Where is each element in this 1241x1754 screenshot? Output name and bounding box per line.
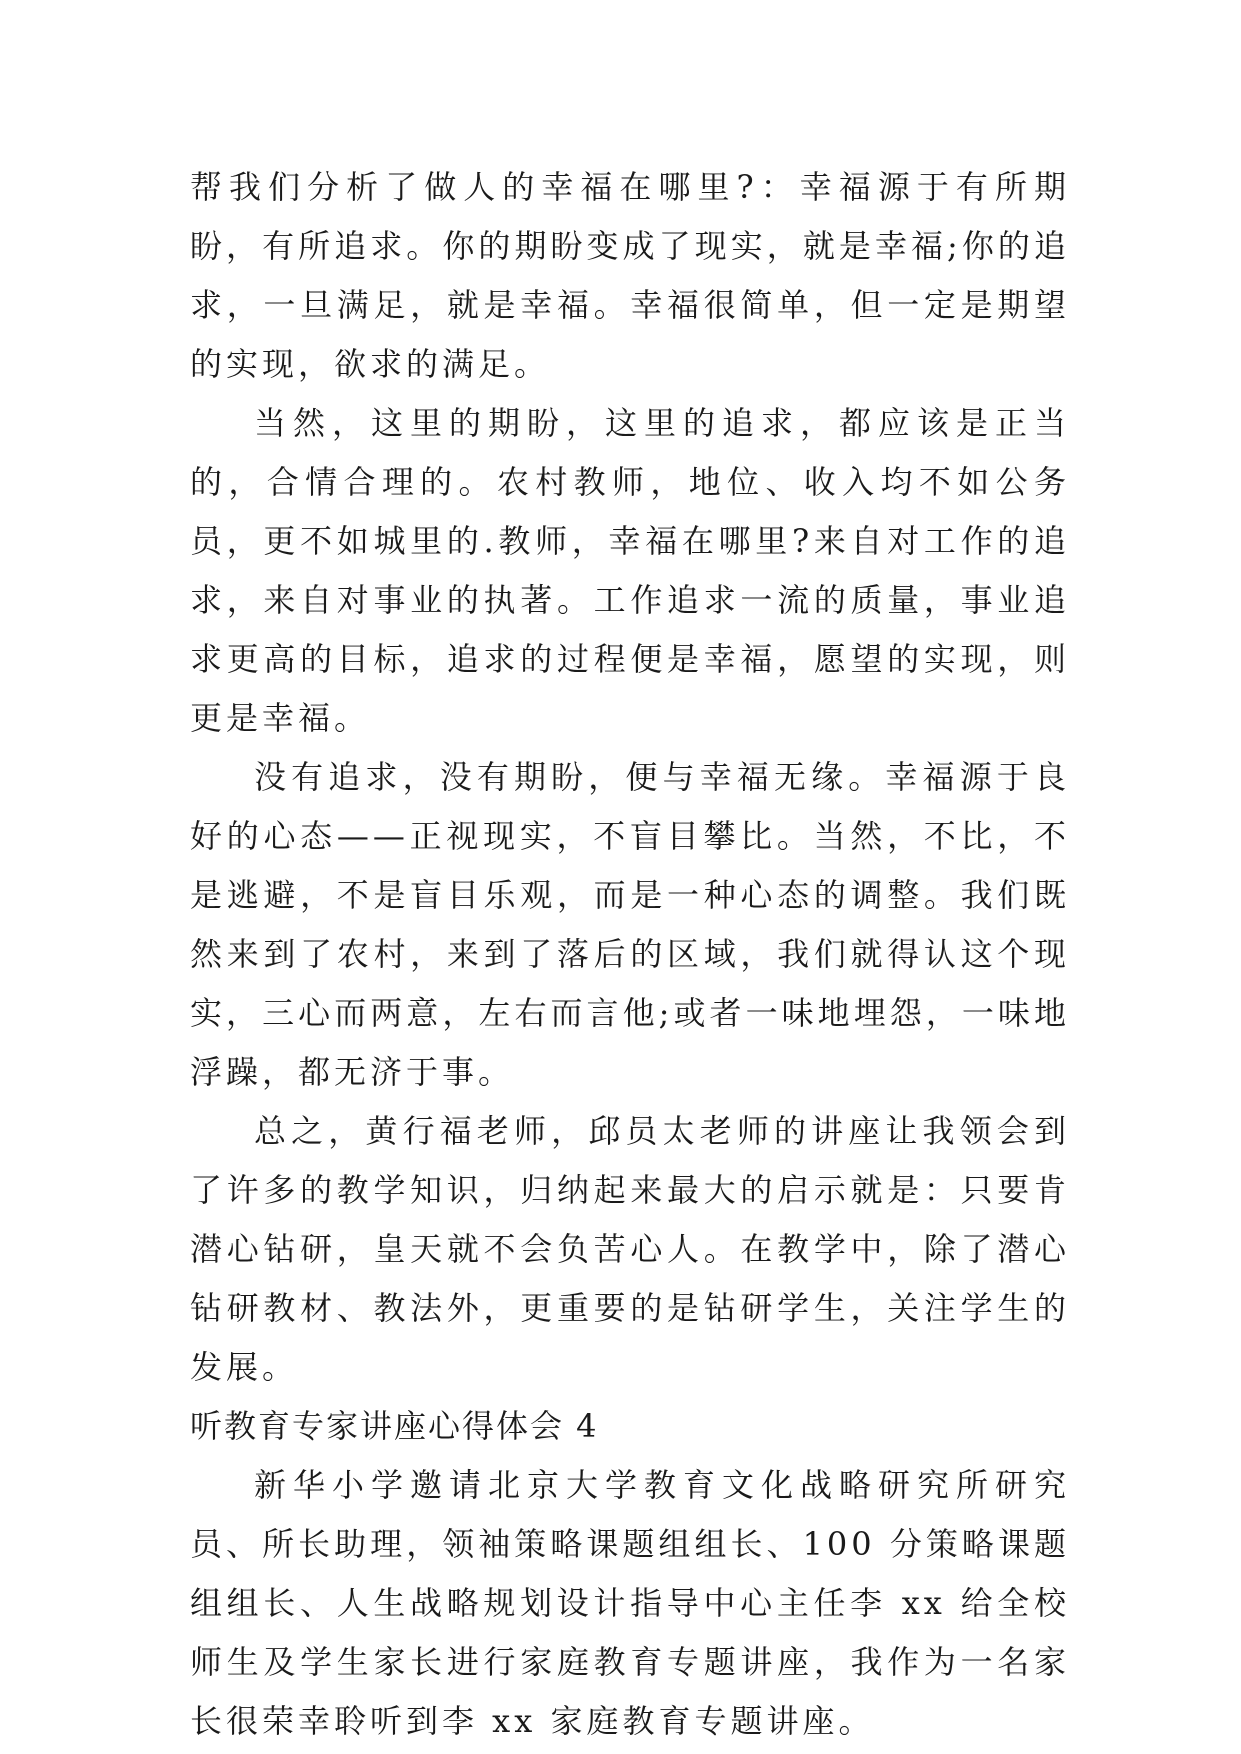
document-body	[190, 158, 1070, 1751]
paragraph-3: 没有追求，没有期盼，便与幸福无缘。幸福源于良好的心态——正视现实，不盲目攀比。当然，不比，不是逃避，不是盲目乐观，而是一种心态的调整。我们既然来到了农村，来到了落后的区域，我们就得认这个现实，三心而两意，左右而言他;或者一味地埋怨，一味地浮躁，都无济于事。	[190, 758, 1070, 1091]
paragraph-2: 当然，这里的期盼，这里的追求，都应该是正当的，合情合理的。农村教师，地位、收入均不如公务员，更不如城里的.教师，幸福在哪里?来自对工作的追求，来自对事业的执著。工作追求一流的质量，事业追求更高的目标，追求的过程便是幸福，愿望的实现，则更是幸福。	[190, 404, 1070, 737]
paragraph-1: 帮我们分析了做人的幸福在哪里?：幸福源于有所期盼，有所追求。你的期盼变成了现实，就是幸福;你的追求，一旦满足，就是幸福。幸福很简单，但一定是期望的实现，欲求的满足。	[190, 168, 1070, 383]
paragraph-4: 总之，黄行福老师，邱员太老师的讲座让我领会到了许多的教学知识，归纳起来最大的启示就是：只要肯潜心钻研，皇天就不会负苦心人。在教学中，除了潜心钻研教材、教法外，更重要的是钻研学生，关注学生的发展。	[190, 1112, 1070, 1386]
paragraph-5: 新华小学邀请北京大学教育文化战略研究所研究员、所长助理，领袖策略课题组组长、100 分策略课题组组长、人生战略规划设计指导中心主任李 xx 给全校师生及学生家长进行家庭教育专题讲座，我作为一名家长很荣幸聆听到李 xx 家庭教育专题讲座。	[190, 1466, 1070, 1740]
section-heading: 听教育专家讲座心得体会 4	[190, 1407, 599, 1445]
